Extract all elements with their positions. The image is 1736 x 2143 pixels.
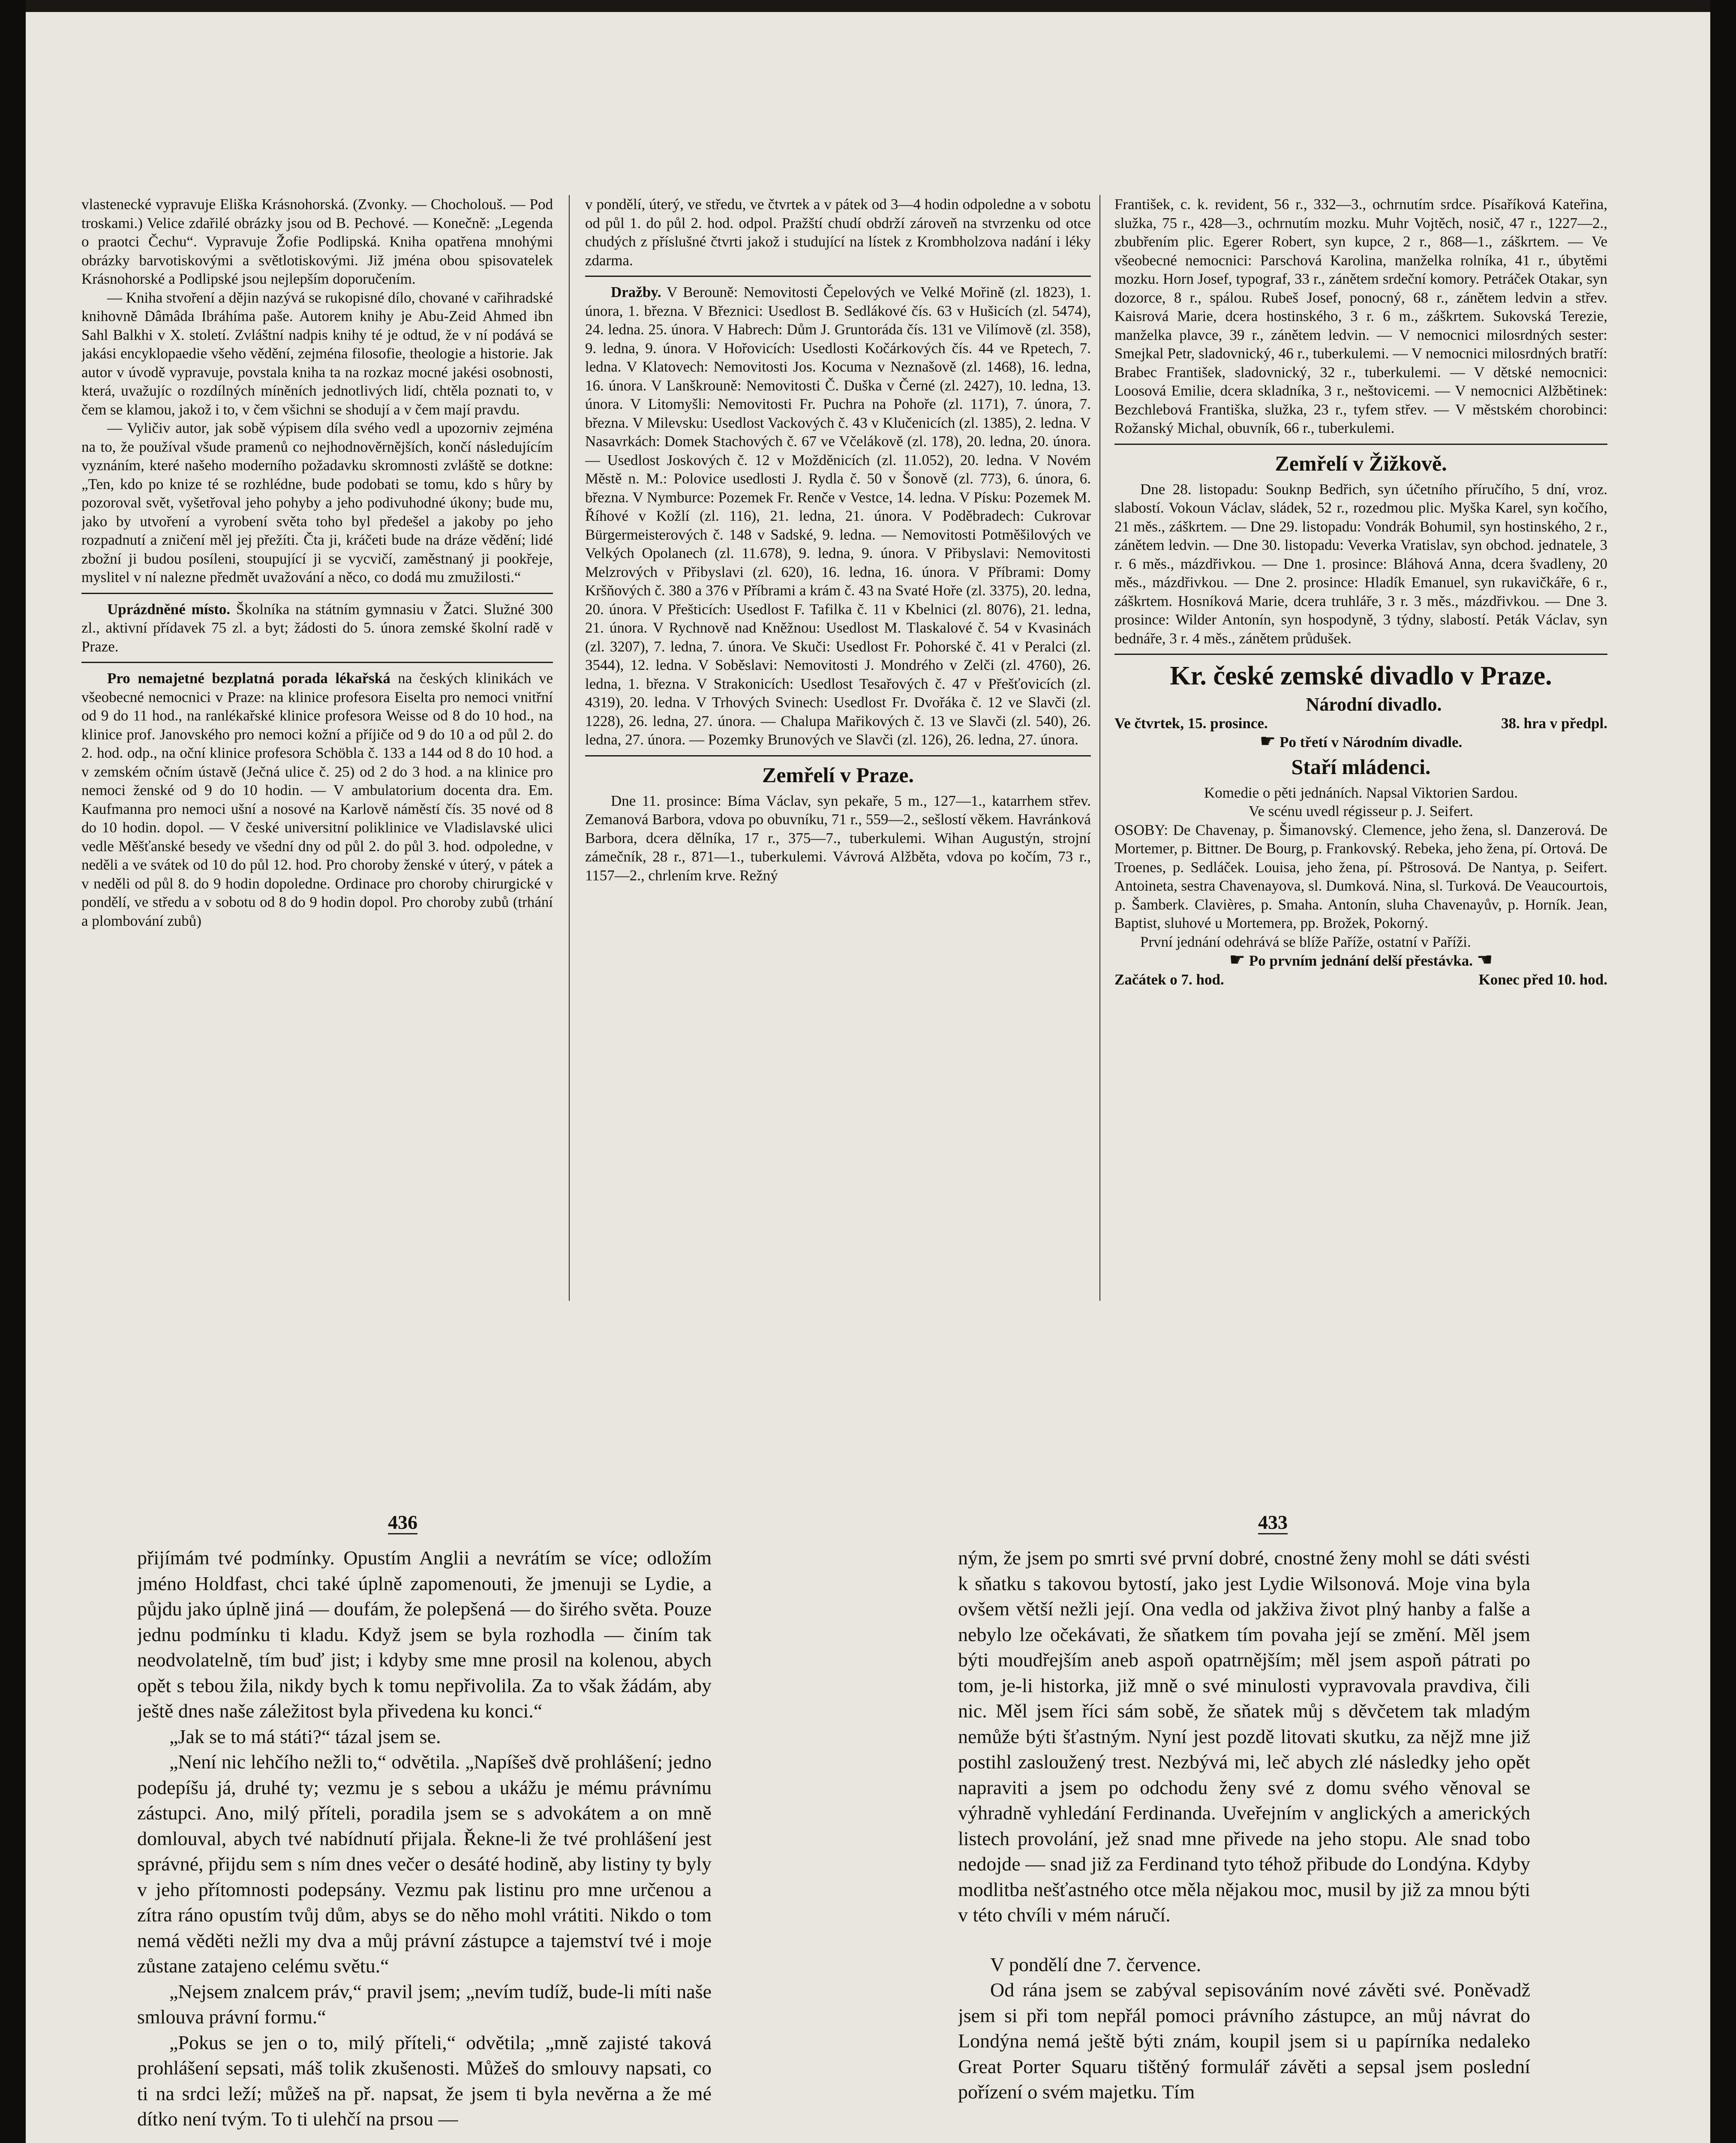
clinic-hours-text: v pondělí, úterý, ve středu, ve čtvrtek a v pátek od 3—4 hodin odpoledne a v sobotu od půl 1. do půl 2. hod. odpol. Pražští chudí obdrží zároveň na stvrzenku od otce chudých z příslušné čtvrti jakož i studující na lístek z Krombholzova nadání i léky zdarma. bbox=[585, 196, 1091, 269]
deaths-zizkov-heading: Zemřelí v Žižkově. bbox=[1275, 451, 1447, 475]
deaths-prague-heading: Zemřelí v Praze. bbox=[762, 762, 914, 787]
book-review-text: vlastenecké vypravuje Eliška Krásnohorská. (Zvonky. — Chocholouš. — Pod troskami.) Velice zdařilé obrázky jsou od B. Pechové. — Konečně: „Legenda o praotci Čechu“. Vypravuje Žofie Podlipská. Kniha opatřena mnohými obrázky barvotiskovými a světlotiskovými. Již jména obou spisovatelek Krásnohorské a Podlipské jsou nejlepším doporučením. bbox=[81, 196, 553, 287]
vacancy-heading: Uprázdněné místo. bbox=[107, 600, 230, 618]
novel-paragraph: ným, že jsem po smrti své první dobré, cnostné ženy mohl se dáti svésti k sňatku s takovou bytostí, jako jest Lydie Wilsonová. Moje vina byla ovšem větší nežli její. Ona vedla od jakživa život plný hanby a falše a nebylo lze očekávati, že sňatkem tím povaha její se změní. Měl jsem býti moudřejším aneb aspoň opatrnějším; měl jsem aspoň pátrati po tom, je-li historka, již mně o své minulosti vypravovala pravdiva, čili nic. Měl jsem říci sám sobě, že sňatek můj s děvčetem tak mladým nemůže býti šťastným. Nyní jest pozdě litovati skutku, za nějž mne již postihl zasloužený trest. Nezbývá mi, leč abych zlé následky jeho opět napraviti a jsem po odchodu ženy své z domu svého věnoval se výhradně vyhledání Ferdinanda. Uveřejním v anglických a amerických listech provolání, jež snad mne přivede na jeho stopu. Ale snad tobo nedojde — snad již za Ferdinand tyto téhož přibude do Londýna. Kdyby modlitba nešťastného otce měla nějakou moc, musil by již za mnou býti v této chvíli v mém náručí. bbox=[958, 1547, 1530, 1926]
auctions-text: V Berouně: Nemovitosti Čepelových ve Velké Mořině (zl. 1823), 1. února, 1. března. V Březnici: Usedlost B. Sedlákové čís. 63 v Hušicích (zl. 5474), 24. ledna. 25. února. V Habrech: Dům J. Gruntoráda čís. 131 ve Vilímově (zl. 358), 9. ledna, 9. února. V Hořovicích: Usedlosti Kočárkových čís. 44 ve Rpetech, 7. ledna. V Klatovech: Nemovitosti Jos. Kocuma v Neznašově (zl. 1468), 16. ledna, 16. února. V Lanškrouně: Nemovitosti Č. Duška v Černé (zl. 2427), 10. ledna, 13. února. V Litomyšli: Nemovitosti Fr. Puchra na Pohoře (zl. 1171), 7. února, 7. března. V Milevsku: Usedlost Vackových č. 43 v Klučenicích (zl. 1385), 2. ledna. V Nasavrkách: Domek Stachových č. 67 ve Včelákově (zl. 178), 20. ledna, 20. února. — Usedlost Joskových č. 12 v Možděnicích (zl. 11.052), 20. ledna. V Novém Městě n. M.: Polovice usedlosti J. Rydla č. 50 v Šonově (zl. 773), 6. února, 6. března. V Nymburce: Pozemek Fr. Renče v Vestce, 14. ledna. V Písku: Pozemek M. Říhové v Kožlí (zl. 116), 21. ledna, 21. února. V Poděbradech: Cukrovar Bürgermeisterových č. 148 v Sadské, 9. ledna. — Nemovitosti Potměšilových ve Velkých Opolanech (zl. 11.678), 9. ledna, 9. února. V Přibyslavi: Nemovitosti Melzrových v Přibyslavi (zl. 620), 16. ledna, 16. února. V Příbrami: Domy Kršňových č. 380 a 376 v Příbrami a krám č. 43 na Svaté Hoře (zl. 3375), 20. ledna, 20. února. V Přešticích: Usedlost F. Tafilka č. 11 v Kbelnici (zl. 8076), 21. ledna, 21. února. V Rychnově nad Kněžnou: Usedlost M. Tlaskalové č. 54 v Kvasinách (zl. 3207), 7. ledna, 7. února. Ve Skuči: Usedlost Fr. Pohorské č. 41 v Peralci (zl. 3544), 12. ledna. V Soběslavi: Nemovitosti J. Mondrého v Zelči (zl. 4760), 26. ledna, 1. března. V Strakonicích: Usedlost Tesařových č. 47 v Přešťovicích (zl. 4319), 20. ledna. V Trhových Svinech: Usedlost Fr. Dvořáka č. 12 ve Slavči (zl. 1228), 26. ledna, 27. února. — Chalupa Mařikových č. 13 ve Slavči (zl. 540), 26. ledna, 27. února. — Pozemky Brunových ve Slavči (zl. 126), 26. ledna, 27. února. bbox=[585, 284, 1091, 748]
pointing-hand-icon: ☛ bbox=[1259, 732, 1276, 751]
play-description: Komedie o pěti jednáních. Napsal Viktorien Sardou. bbox=[1204, 784, 1518, 801]
page-number-right: 433 bbox=[1258, 1511, 1288, 1534]
subscription-number: 38. hra v předpl. bbox=[1501, 714, 1607, 732]
start-time: Začátek o 7. hod. bbox=[1114, 971, 1224, 988]
column-right bbox=[1114, 195, 1607, 1309]
performance-date: Ve čtvrtek, 15. prosince. bbox=[1114, 714, 1268, 732]
play-title: Staří mládenci. bbox=[1291, 754, 1431, 779]
scan-edge-left bbox=[0, 0, 26, 2143]
vacancy-text: Školníka na státním gymnasiu v Žatci. Služné 300 zl., aktivní přídavek 75 zl. a byt; žádosti do 5. února zemské školní radě v Praze. bbox=[81, 600, 553, 655]
novel-page-left bbox=[137, 1545, 712, 2143]
divider bbox=[81, 662, 553, 663]
novel-paragraph: přijímám tvé podmínky. Opustím Anglii a nevrátím se více; odložím jméno Holdfast, chci také úplně zapomenouti, že jmenuji se Lydie, a půjdu jako úplně jiná — doufám, že polepšená — do širého světa. Pouze jednu podmínku ti kladu. Když jsem se byla rozhodla — činím tak neodvolatelně, tím buď jist; i kdyby sme mne prosil na kolenou, abych opět s tebou žila, nikdy bych k tomu nepřivolila. Za to však žádám, aby ještě dnes naše záležitost byla přivedena ku konci.“ bbox=[137, 1547, 712, 1722]
play-director: Ve scénu uvedl régisseur p. J. Seifert. bbox=[1249, 803, 1473, 819]
scan-edge-top bbox=[0, 0, 1736, 12]
novel-paragraph: „Není nic lehčího nežli to,“ odvětila. „Napíšeš dvě prohlášení; jedno podepíšu já, druhé ty; vezmu je s sebou a ukážu je mému právnímu zástupci. Ano, milý příteli, poradila jsem se s advokátem a on mně domlouval, abych tvé nabídnutí přijala. Řekne-li že tvé prohlášení jest správné, přijdu sem s ním dnes večer o desáté hodině, aby listiny ty byly v jeho přítomnosti podepsány. Vezmu pak listinu pro mne určenou a zítra ráno opustím tvůj dům, abys se do něho mohl vrátiti. Nikdo o tom nemá věděti nežli my dva a můj právní zástupce a tajemství tvé i moje zůstane zatajeno celému světu.“ bbox=[137, 1751, 712, 1977]
deaths-prague-text: Dne 11. prosince: Bíma Václav, syn pekaře, 5 m., 127—1., katarrhem střev. Zemanová Barbora, vdova po obuvníku, 71 r., 559—2., sešlostí věkem. Havránková Barbora, dcera dělníka, 17 r., 375—7., tuberkulemi. Wihan Augustýn, strojní zámečník, 28 r., 871—1., tuberkulemi. Vávrová Alžběta, vdova po kočím, 73 r., 1157—2., chrlením krve. Režný bbox=[585, 792, 1091, 884]
novel-page-right bbox=[958, 1545, 1530, 2143]
book-of-creation-text: — Kniha stvoření a dějin nazývá se rukopisné dílo, chované v cařihradské knihovně Dâmâda Ibráhíma paše. Autorem knihy je Abu-Zeid Ahmed ibn Sahl Balkhi v X. století. Zvláštní nadpis knihy té je odtud, že v ní podává se jakási encyklopaedie všeho vědění, zejména filosofie, theologie a historie. Jak autor v úvodě vypravuje, povstala kniha ta na rozkaz mocné jakési osobnosti, která, uvažujíc o rozdílných míněních jednotlivých lidí, chtěla poznati to, v čem se klamou, jakož i to, v čem všichni se shodují a v čem mají pravdu. bbox=[81, 289, 553, 418]
third-performance-line: ☛ Po třetí v Národním divadle. bbox=[1259, 732, 1463, 751]
page-number-left: 436 bbox=[388, 1511, 417, 1534]
medical-advice-heading: Pro nemajetné bezplatná porada lékařská bbox=[107, 670, 390, 687]
author-quote-text: — Vyličiv autor, jak sobě výpisem díla svého vedl a upozorniv zejména na to, že používal všude pramenů co nejhodnověrnějších, končí následujícím vyznáním, které našeho moderního požadavku skromnosti zvláště se dotkne: „Ten, kdo po knize té se rozhlédne, bude podobati se tomu, kdo s hůry by pozoroval svět, vyšetřoval jeho pohyby a jeho podivuhodné úkony; bude mu, jako by utvoření a vyrobení světa toho byl předešel a jakoby po jeho rozpadnutí a zničení měl jej přežíti. Čta ji, kráčeti bude na dráze vědění; lidé zbožní ji budou posíleni, stoupující ji se vycvičí, zaměstnaný ji pookřeje, myslitel v ní nalezne předmět uvažování a něco, co dodá mu zmužilosti.“ bbox=[81, 420, 553, 585]
cast-list: OSOBY: De Chavenay, p. Šimanovský. Clemence, jeho žena, sl. Danzerová. De Mortemer, p. Bittner. De Bourg, p. Frankovský. Rebeka, jeho žena, pí. Ortová. De Troenes, p. Sedláček. Louisa, jeho žena, pí. Pštrosová. De Nantya, p. Seifert. Antoineta, sestra Chavenayova, sl. Dumková. Nina, sl. Turková. De Veaucourtois, p. Šamberk. Clavières, p. Smaha. Antonín, sluha Chavenayův, p. Horník. Jean, Baptist, sluhové u Mortemera, pp. Brožek, Pokorný. bbox=[1114, 821, 1607, 931]
column-left bbox=[81, 195, 553, 1309]
performance-date-row bbox=[1114, 714, 1607, 733]
column-rule bbox=[1099, 195, 1100, 1301]
start-end-row bbox=[1114, 970, 1607, 989]
novel-paragraph: „Nejsem znalcem práv,“ pravil jsem; „nevím tudíž, bude-li míti naše smlouva právní formu.“ bbox=[137, 1980, 712, 2028]
novel-paragraph: „Pokus se jen o to, milý příteli,“ odvětila; „mně zajisté taková prohlášení sepsati, máš tolik zkušenosti. Můžeš do smlouvy napsati, co ti na srdci leží; můžeš na př. napsat, že jsem ti byla nevěrna a že mé dítko není tvým. To ti ulehčí na prsou — bbox=[137, 2031, 712, 2130]
first-act-location: První jednání odehrává se blíže Paříže, ostatní v Paříži. bbox=[1140, 933, 1471, 950]
end-time: Konec před 10. hod. bbox=[1478, 971, 1607, 988]
spacer bbox=[958, 1928, 1530, 1952]
divider bbox=[1114, 444, 1607, 445]
theatre-subtitle: Národní divadlo. bbox=[1306, 694, 1442, 715]
divider bbox=[585, 276, 1091, 277]
medical-advice-text: na českých klinikách ve všeobecné nemocnici v Praze: na klinice profesora Eiselta pro nemoci vnitřní od 9 do 11 hod., na ranlékařské klinice profesora Weisse od 8 do 10 hod., na klinice prof. Janovského pro nemoci kožní a příjiče od 9 do 10 a od půl 2. do 2. hod. odp., na oční klinice profesora Schöbla č. 133 a 144 od 8 do 10 hod. a v zemském očním ústavě (Ječná ulice č. 25) od 2 do 3 hod. a na klinice pro nemoci ženské od 9 do 10 hodin. — V ambulatorium docenta dra. Em. Kaufmanna pro nemoci ušní a nosové na Karlově náměstí čís. 35 nové od 8 do 10 hodin. dopol. — V české universitní poliklinice ve Vladislavské ulici vedle Měšťanské besedy ve všední dny od půl 2. do půl 3. hod. odpoledne, v neděli a ve svátek od 10 do půl 12. hod. Pro choroby ženské v úterý, v pátek a v neděli od půl 8. do 9 hodin dopoledne. Ordinace pro choroby chirurgické v pondělí, ve středu a v sobotu od 8 do 9 hodin dopol. Pro choroby zubů (trhání a plombování zubů) bbox=[81, 670, 553, 929]
deaths-zizkov-text: Dne 28. listopadu: Souknp Bedřich, syn účetního příručího, 5 dní, vroz. slabostí. Vokoun Václav, sládek, 52 r., rozedmou plic. Myška Karel, syn kočího, 21 měs., záškrtem. — Dne 29. listopadu: Vondrák Bohumil, syn hostinského, 2 r., zánětem ledvin. — Dne 30. listopadu: Veverka Vratislav, syn obchod. jednatele, 3 r. 6 měs., mázdřivkou. — Dne 1. prosince: Bláhová Anna, dcera švadleny, 20 měs., mázdřivkou. — Dne 2. prosince: Hladík Emanuel, syn rukavičkáře, 6 r., záškrtem. Hosníková Marie, dcera truhláře, 3 r. 3 měs., mázdřivkou. — Dne 3. prosince: Wilder Antonín, syn hospodyně, 3 týdny, slabostí. Peták Václav, syn bednáře, 3 r. 4 měs., zánětem průdušek. bbox=[1114, 480, 1607, 647]
column-rule bbox=[569, 195, 570, 1301]
pointing-hand-left-icon: ☚ bbox=[1476, 950, 1493, 970]
diary-date: V pondělí dne 7. července. bbox=[990, 1953, 1201, 1975]
deaths-continued-text: František, c. k. revident, 56 r., 332—3., ochrnutím srdce. Písaříková Kateřina, služka, 75 r., 428—3., ochrnutím mozku. Muhr Vojtěch, nosič, 47 r., 1227—2., zbubřením plic. Egerer Robert, syn kupce, 2 r., 868—1., záškrtem. — Ve všeobecné nemocnici: Parschová Karolina, manželka rolníka, 41 r., úbytěmi mozku. Horn Josef, typograf, 33 r., zánětem srdeční komory. Petráček Otakar, syn dozorce, 8 r., spálou. Rubeš Josef, ponocný, 68 r., zánětem ledvin a střev. Kaisrová Marie, dcera hostinského, 3 r. 6 m., záškrtem. Sukovská Terezie, manželka plavce, 39 r., zánětem ledvin. — V nemocnici milosrdných sester: Smejkal Petr, sladovnický, 46 r., tuberkulemi. — V nemocnici milosrdných bratří: Brabec František, sladovnický, 32 r., tuberkulemi. — V dětské nemocnici: Loosová Emilie, dcera skladníka, 3 r., neštovicemi. — V nemocnici Alžbětinek: Bezchlebová Františka, služka, 23 r., tyfem střev. — V městském chorobinci: Rožanský Michal, obuvník, 66 r., tuberkulemi. bbox=[1114, 196, 1607, 436]
theatre-title: Kr. české zemské divadlo v Praze. bbox=[1170, 661, 1552, 690]
divider bbox=[1114, 654, 1607, 655]
intermission-line: ☛ Po prvním jednání delší přestávka. ☚ bbox=[1229, 950, 1493, 970]
pointing-hand-icon: ☛ bbox=[1229, 950, 1246, 970]
divider bbox=[81, 593, 553, 594]
novel-paragraph: Od rána jsem se zabýval sepisováním nové závěti své. Poněvadž jsem si při tom nepřál pomoci právního zástupce, an můj návrat do Londýna nemá ještě býti znám, koupil jsem si u papírníka nedaleko Great Porter Squaru tištěný formulář závěti a sepsal jsem poslední pořízení o svém majetku. Tím bbox=[958, 1979, 1530, 2103]
auctions-heading: Dražby. bbox=[611, 284, 661, 300]
scan-edge-right bbox=[1710, 0, 1736, 2143]
novel-paragraph: „Jak se to má státi?“ tázal jsem se. bbox=[169, 1725, 441, 1747]
divider bbox=[585, 755, 1091, 756]
column-middle bbox=[585, 195, 1091, 1309]
